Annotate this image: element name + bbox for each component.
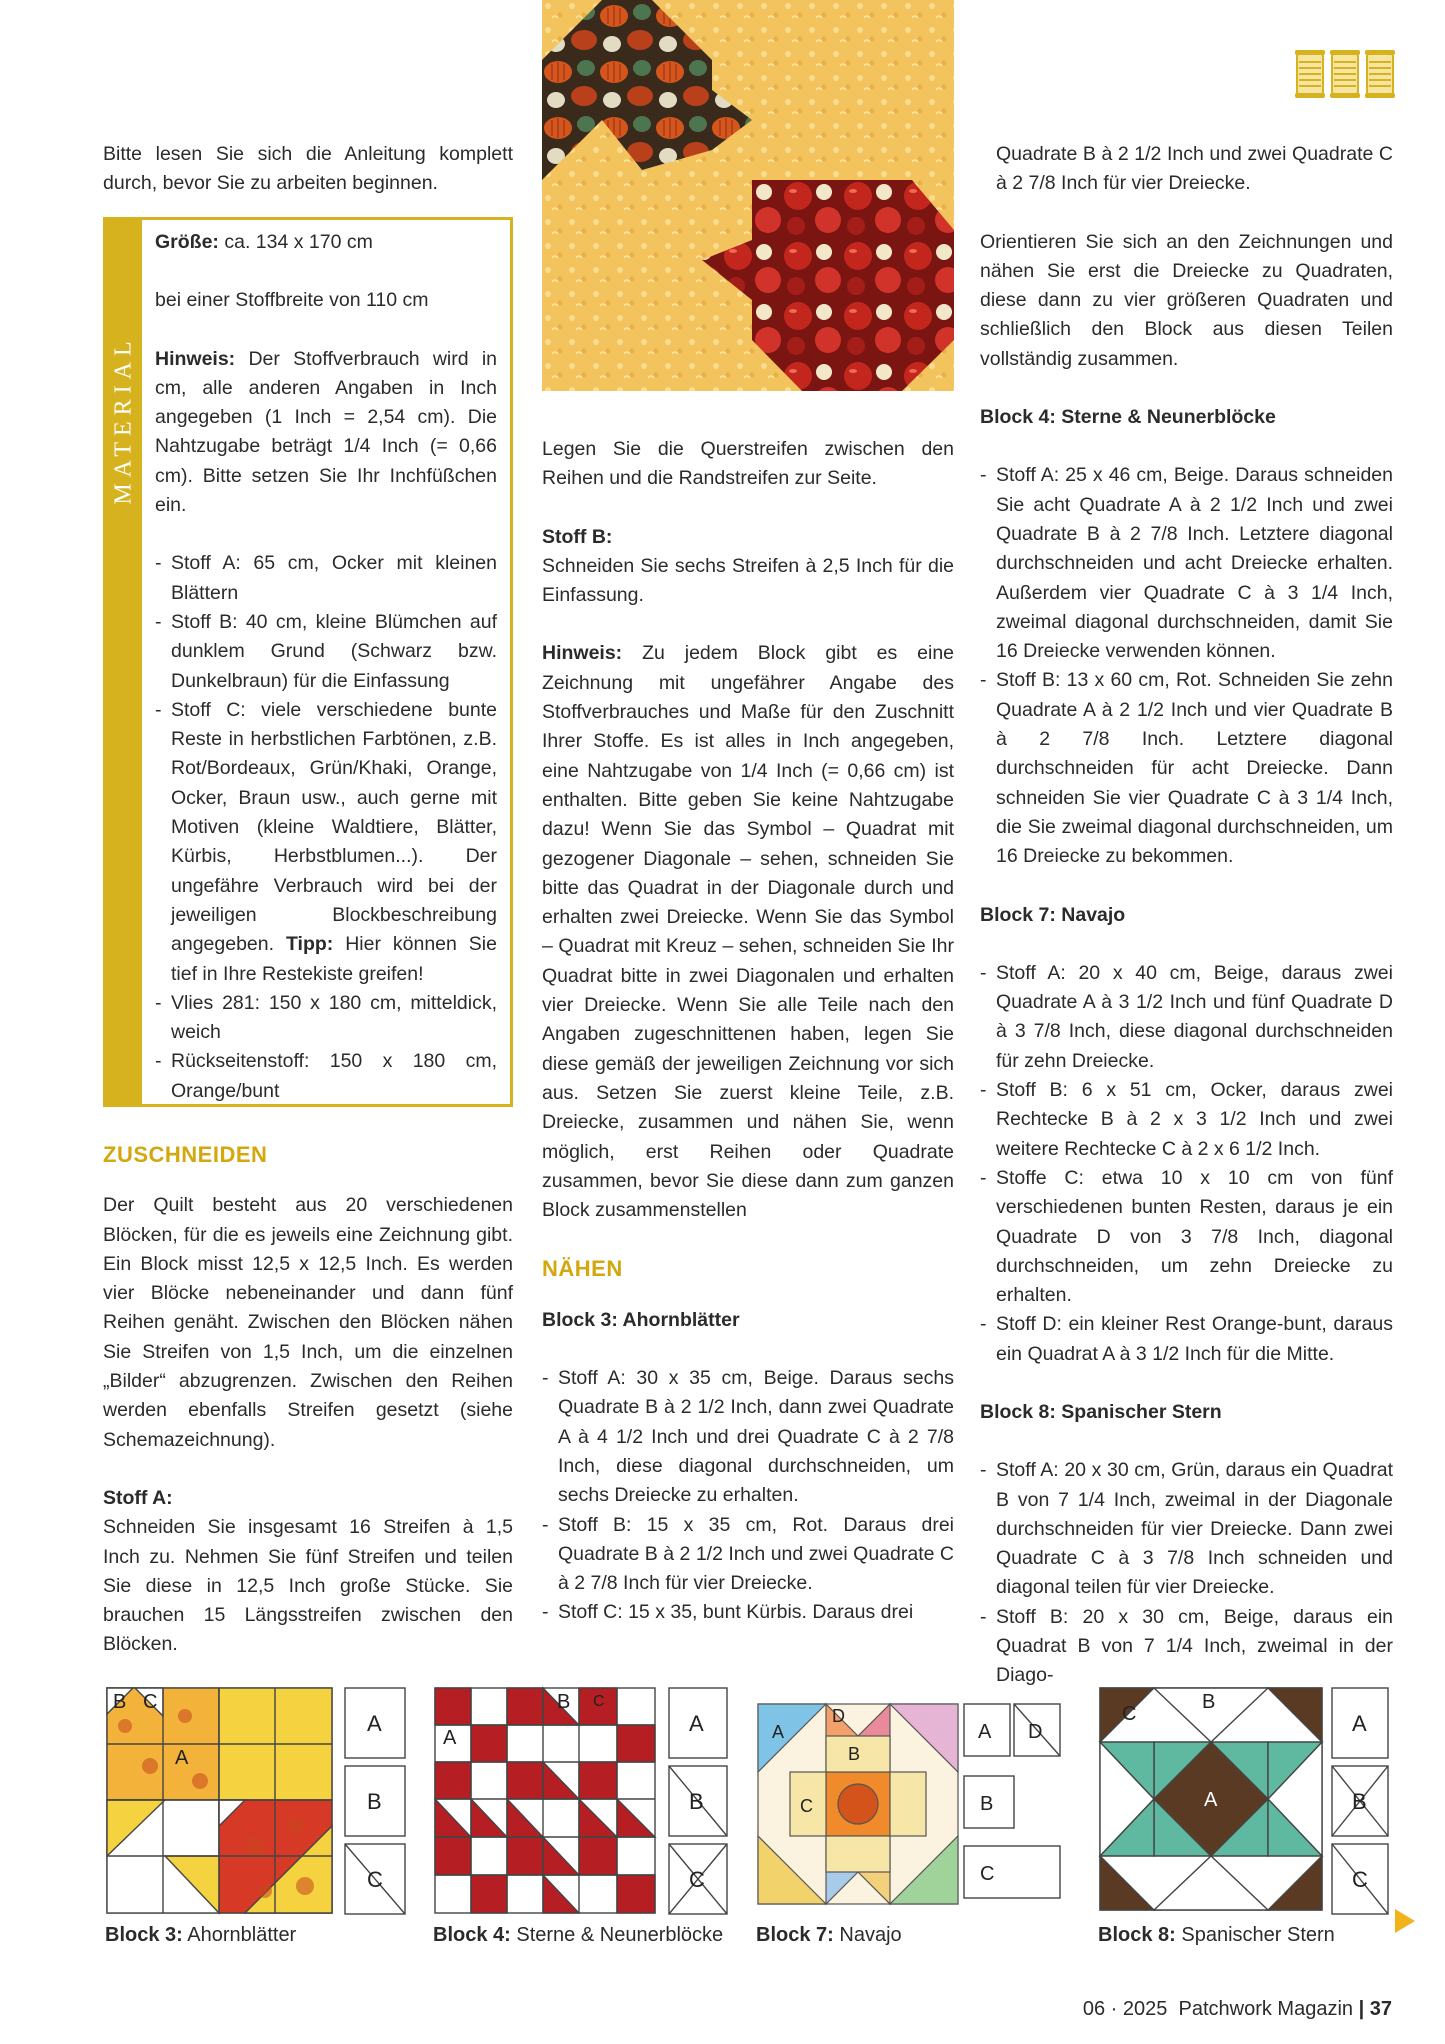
block4-legend-c: C — [689, 1867, 705, 1892]
block4-legend-b: B — [689, 1789, 704, 1814]
cutting-heading: ZUSCHNEIDEN — [103, 1142, 268, 1167]
block7-label-c: C — [800, 1796, 813, 1816]
block7-item-c: - Stoffe C: etwa 10 x 10 cm von fünf verschiedenen bunten Resten, daraus je ein Quadrate D von 3 7/8 Inch, diagonal durchschneiden, um zehn Dreiecke zu erhalten. — [980, 1164, 1393, 1310]
fabric-width: bei einer Stoffbreite von 110 cm — [155, 289, 429, 312]
material-item-c-text: Stoff C: viele verschiedene bunte Reste in herbstlichen Farbtönen, z.B. Rot/Bordeaux, Grün/Khaki, Orange, Ocker, Braun usw., auch gerne mit Motiven (kleine Waldtiere, Blätter, Kürbis, Herbstblumen...). Der ungefähre Verbrauch wird bei der jeweiligen Blockbeschreibung angegeben. — [171, 698, 497, 956]
tip-label: Tipp: — [285, 933, 334, 956]
block7-legend-a: A — [978, 1721, 992, 1743]
middle-hint-text: Zu jedem Block gibt es eine Zeichnung mit ungefährer Angabe des Stoffverbrauches und Maße für den Zuschnitt Ihrer Stoffe. Es ist alles in Inch angegeben, eine Nahtzugabe von 1/4 Inch (= 0,66 cm) ist enthalten. Bitte geben Sie keine Nahtzugabe dazu! Wenn Sie das Symbol – Quadrat mit gezogener Diagonale – sehen, schneiden Sie bitte das Quadrat in der Diagonale durch und erhalten zwei Dreiecke. Wenn Sie das Symbol – Quadrat mit Kreuz – sehen, schneiden Sie Ihr Quadrat bitte in zwei Diagonalen und erhalten vier Dreiecke. Wenn Sie alle Teile nach den Angaben zugeschnittenen haben, legen Sie diese gemäß der jeweiligen Zeichnung vor sich aus. Setzen Sie zuerst kleine Teile, z.B. Dreiecke, zusammen und nähen Sie, wenn möglich, erst Reihen oder Quadrate zusammen, bevor Sie diese dann zum ganzen Block zusammenstellen — [542, 642, 955, 1222]
block3-legend-c: C — [367, 1867, 383, 1892]
material-box — [103, 217, 513, 1107]
block3-list — [542, 1364, 954, 1628]
footer-separator: | — [1358, 1998, 1365, 2020]
size-label: Größe: — [155, 231, 219, 253]
tip-text: Hier können Sie tief in Ihre Restekiste greifen! — [171, 933, 497, 985]
block8-legend-c: C — [1352, 1867, 1368, 1892]
block7-item-a: - Stoff A: 20 x 40 cm, Beige, daraus zwei Quadrate A à 3 1/2 Inch und fünf Quadrate D à 3 7/8 Inch, diese diagonal durchschneiden für zehn Dreiecke. — [980, 959, 1393, 1076]
block4-list — [980, 461, 1393, 871]
block8-legend-b: B — [1352, 1789, 1367, 1814]
block7-label-b: B — [848, 1744, 861, 1764]
block7-label-a: A — [772, 1722, 785, 1742]
page-number: 37 — [1369, 1998, 1392, 2020]
material-item-b: - Stoff B: 40 cm, kleine Blümchen auf dunklem Grund (Schwarz bzw. Dunkelbraun) für die Einfassung — [155, 608, 497, 696]
block7-legend-c: C — [980, 1863, 995, 1885]
block3-label-c: C — [143, 1691, 158, 1713]
material-hint-text: Der Stoffverbrauch wird in cm, alle anderen Angaben in Inch angegeben (1 Inch = 2,54 cm). Die Nahtzugabe beträgt 1/4 Inch (= 0,66 cm). Bitte setzen Sie Ihr Inchfüßchen ein. — [155, 347, 497, 517]
material-list — [155, 549, 497, 1106]
middle-hint-label: Hinweis: — [542, 642, 623, 665]
block7-legend-b: B — [980, 1793, 994, 1815]
block7-item-d: - Stoff D: ein kleiner Rest Orange-bunt, daraus ein Quadrat A à 3 1/2 Inch für die Mitte. — [980, 1310, 1393, 1369]
block4-item-b: - Stoff B: 13 x 60 cm, Rot. Schneiden Sie zehn Quadrate A à 2 1/2 Inch und vier Quadrate B à 2 7/8 Inch. Letztere diagonal durchschneiden für acht Dreiecke. Dann schneiden Sie vier Quadrate C à 3 1/4 Inch, die Sie zweimal diagonal durchschneiden, um 16 Dreiecke zu bekommen. — [980, 666, 1393, 871]
caption-block7: Block 7: Navajo — [756, 1924, 902, 1946]
quilt-photo — [542, 0, 954, 391]
material-item-c — [155, 696, 497, 989]
cross-strips-text: Legen Sie die Querstreifen zwischen den Reihen und die Randstreifen zur Seite. — [542, 438, 954, 490]
block3-legend-a: A — [367, 1711, 382, 1736]
block3-item-c: - Stoff C: 15 x 35, bunt Kürbis. Daraus drei — [542, 1598, 954, 1627]
block3-title: Block 3: Ahornblätter — [542, 1308, 740, 1331]
footer-issue: 06 · 2025 — [1082, 1998, 1168, 2020]
block8-item-a: - Stoff A: 20 x 30 cm, Grün, daraus ein Quadrat B von 7 1/4 Inch, zweimal in der Diagonale durchschneiden für vier Dreiecke. Dann zwei Quadrate C à 3 7/8 Inch schneiden und diagonal teilen für vier Dreiecke. — [980, 1456, 1393, 1602]
page-footer — [1083, 1998, 1392, 2021]
block7-diagram — [756, 1686, 1068, 1921]
size-value: ca. 134 x 170 cm — [224, 231, 373, 253]
block8-legend-a: A — [1352, 1711, 1367, 1736]
caption-block3: Block 3: Ahornblätter — [105, 1924, 297, 1946]
block4-label-c: C — [593, 1693, 605, 1710]
block3-item-a: - Stoff A: 30 x 35 cm, Beige. Daraus sechs Quadrate B à 2 1/2 Inch, dann zwei Quadrate A à 4 1/2 Inch und drei Quadrate C à 2 7/8 Inch, diese diagonal durchschneiden, um sechs Dreiecke zu erhalten. — [542, 1364, 954, 1510]
material-item-back: - Rückseitenstoff: 150 x 180 cm, Orange/bunt — [155, 1047, 497, 1106]
block4-label-a: A — [443, 1727, 457, 1749]
block7-legend-d: D — [1028, 1721, 1043, 1743]
block7-list — [980, 959, 1393, 1369]
block4-label-b: B — [557, 1691, 571, 1713]
cutting-stoff-a-label: Stoff A: — [103, 1486, 173, 1509]
material-hint-label: Hinweis: — [155, 347, 236, 370]
block8-label-b: B — [1202, 1691, 1216, 1713]
block8-title: Block 8: Spanischer Stern — [980, 1400, 1222, 1423]
caption-block4: Block 4: Sterne & Neunerblöcke — [433, 1924, 724, 1946]
block4-item-a: - Stoff A: 25 x 46 cm, Beige. Daraus schneiden Sie acht Quadrate A à 2 1/2 Inch und zwei Quadrate B à 2 7/8 Inch. Letztere diagonal durchschneiden und acht Dreiecke erhalten. Außerdem vier Quadrate C à 3 1/4 Inch, zweimal diagonal durchschneiden, damit Sie 16 Dreiecke verwenden können. — [980, 461, 1393, 666]
thread-spools-icon — [1295, 50, 1395, 98]
block3-label-a: A — [175, 1747, 189, 1769]
cutting-text: Der Quilt besteht aus 20 verschiedenen Blöcken, für die es jeweils eine Zeichnung gibt. Ein Block misst 12,5 x 12,5 Inch. Es werden vier Blöcke nebeneinander und dann fünf Reihen genäht. Zwischen den Blöcken nähen Sie Streifen von 1,5 Inch, um die einzelnen „Bilder“ abzugrenzen. Zwischen den Reihen werden ebenfalls Streifen gesetzt (siehe Schemazeichnung). — [103, 1194, 513, 1451]
block7-label-d: D — [832, 1706, 845, 1726]
material-label: MATERIAL — [110, 335, 137, 505]
block8-label-c: C — [1122, 1703, 1137, 1725]
stoff-b-label: Stoff B: — [542, 525, 613, 548]
block4-legend-a: A — [689, 1711, 704, 1736]
orientation-text: Orientieren Sie sich an den Zeichnungen und nähen Sie erst die Dreiecke zu Quadraten, diese dann zu vier größeren Quadraten und schließlich den Block aus diesen Teilen vollständig zusammen. — [980, 230, 1393, 370]
block3-legend-b: B — [367, 1789, 382, 1814]
block7-title: Block 7: Navajo — [980, 903, 1126, 926]
block3-continued: Quadrate B à 2 1/2 Inch und zwei Quadrate C à 2 7/8 Inch für vier Dreiecke. — [996, 143, 1393, 195]
block8-list — [980, 1456, 1393, 1690]
material-band — [106, 220, 142, 1104]
stoff-b-text: Schneiden Sie sechs Streifen à 2,5 Inch für die Einfassung. — [542, 554, 954, 607]
footer-magazine: Patchwork Magazin — [1178, 1998, 1354, 2020]
next-page-arrow-icon[interactable] — [1395, 1909, 1415, 1933]
block4-diagram — [433, 1686, 731, 1921]
material-item-vlies: - Vlies 281: 150 x 180 cm, mitteldick, weich — [155, 989, 497, 1048]
block3-item-b: - Stoff B: 15 x 35 cm, Rot. Daraus drei Quadrate B à 2 1/2 Inch und zwei Quadrate C à 2 7/8 Inch für vier Dreiecke. — [542, 1511, 954, 1599]
block8-item-b: - Stoff B: 20 x 30 cm, Beige, daraus ein Quadrat B von 7 1/4 Inch, zweimal in der Diago- — [980, 1603, 1393, 1691]
sewing-heading: NÄHEN — [542, 1256, 623, 1282]
block3-diagram — [105, 1686, 410, 1921]
intro-text: Bitte lesen Sie sich die Anleitung komplett durch, bevor Sie zu arbeiten beginnen. — [103, 143, 513, 195]
material-item-a: - Stoff A: 65 cm, Ocker mit kleinen Blättern — [155, 549, 497, 608]
block8-label-a: A — [1204, 1789, 1218, 1811]
block4-title: Block 4: Sterne & Neunerblöcke — [980, 406, 1276, 429]
cutting-stoff-a-text: Schneiden Sie insgesamt 16 Streifen à 1,5 Inch zu. Nehmen Sie fünf Streifen und teilen Sie diese in 12,5 Inch große Stücke. Sie brauchen 15 Längsstreifen zwischen den Blöcken. — [103, 1516, 513, 1656]
block8-diagram — [1098, 1686, 1390, 1921]
caption-block8: Block 8: Spanischer Stern — [1098, 1924, 1335, 1946]
block7-item-b: - Stoff B: 6 x 51 cm, Ocker, daraus zwei Rechtecke B à 2 x 3 1/2 Inch und zwei weitere Rechtecke C à 2 x 6 1/2 Inch. — [980, 1076, 1393, 1164]
block3-label-b: B — [113, 1691, 127, 1713]
